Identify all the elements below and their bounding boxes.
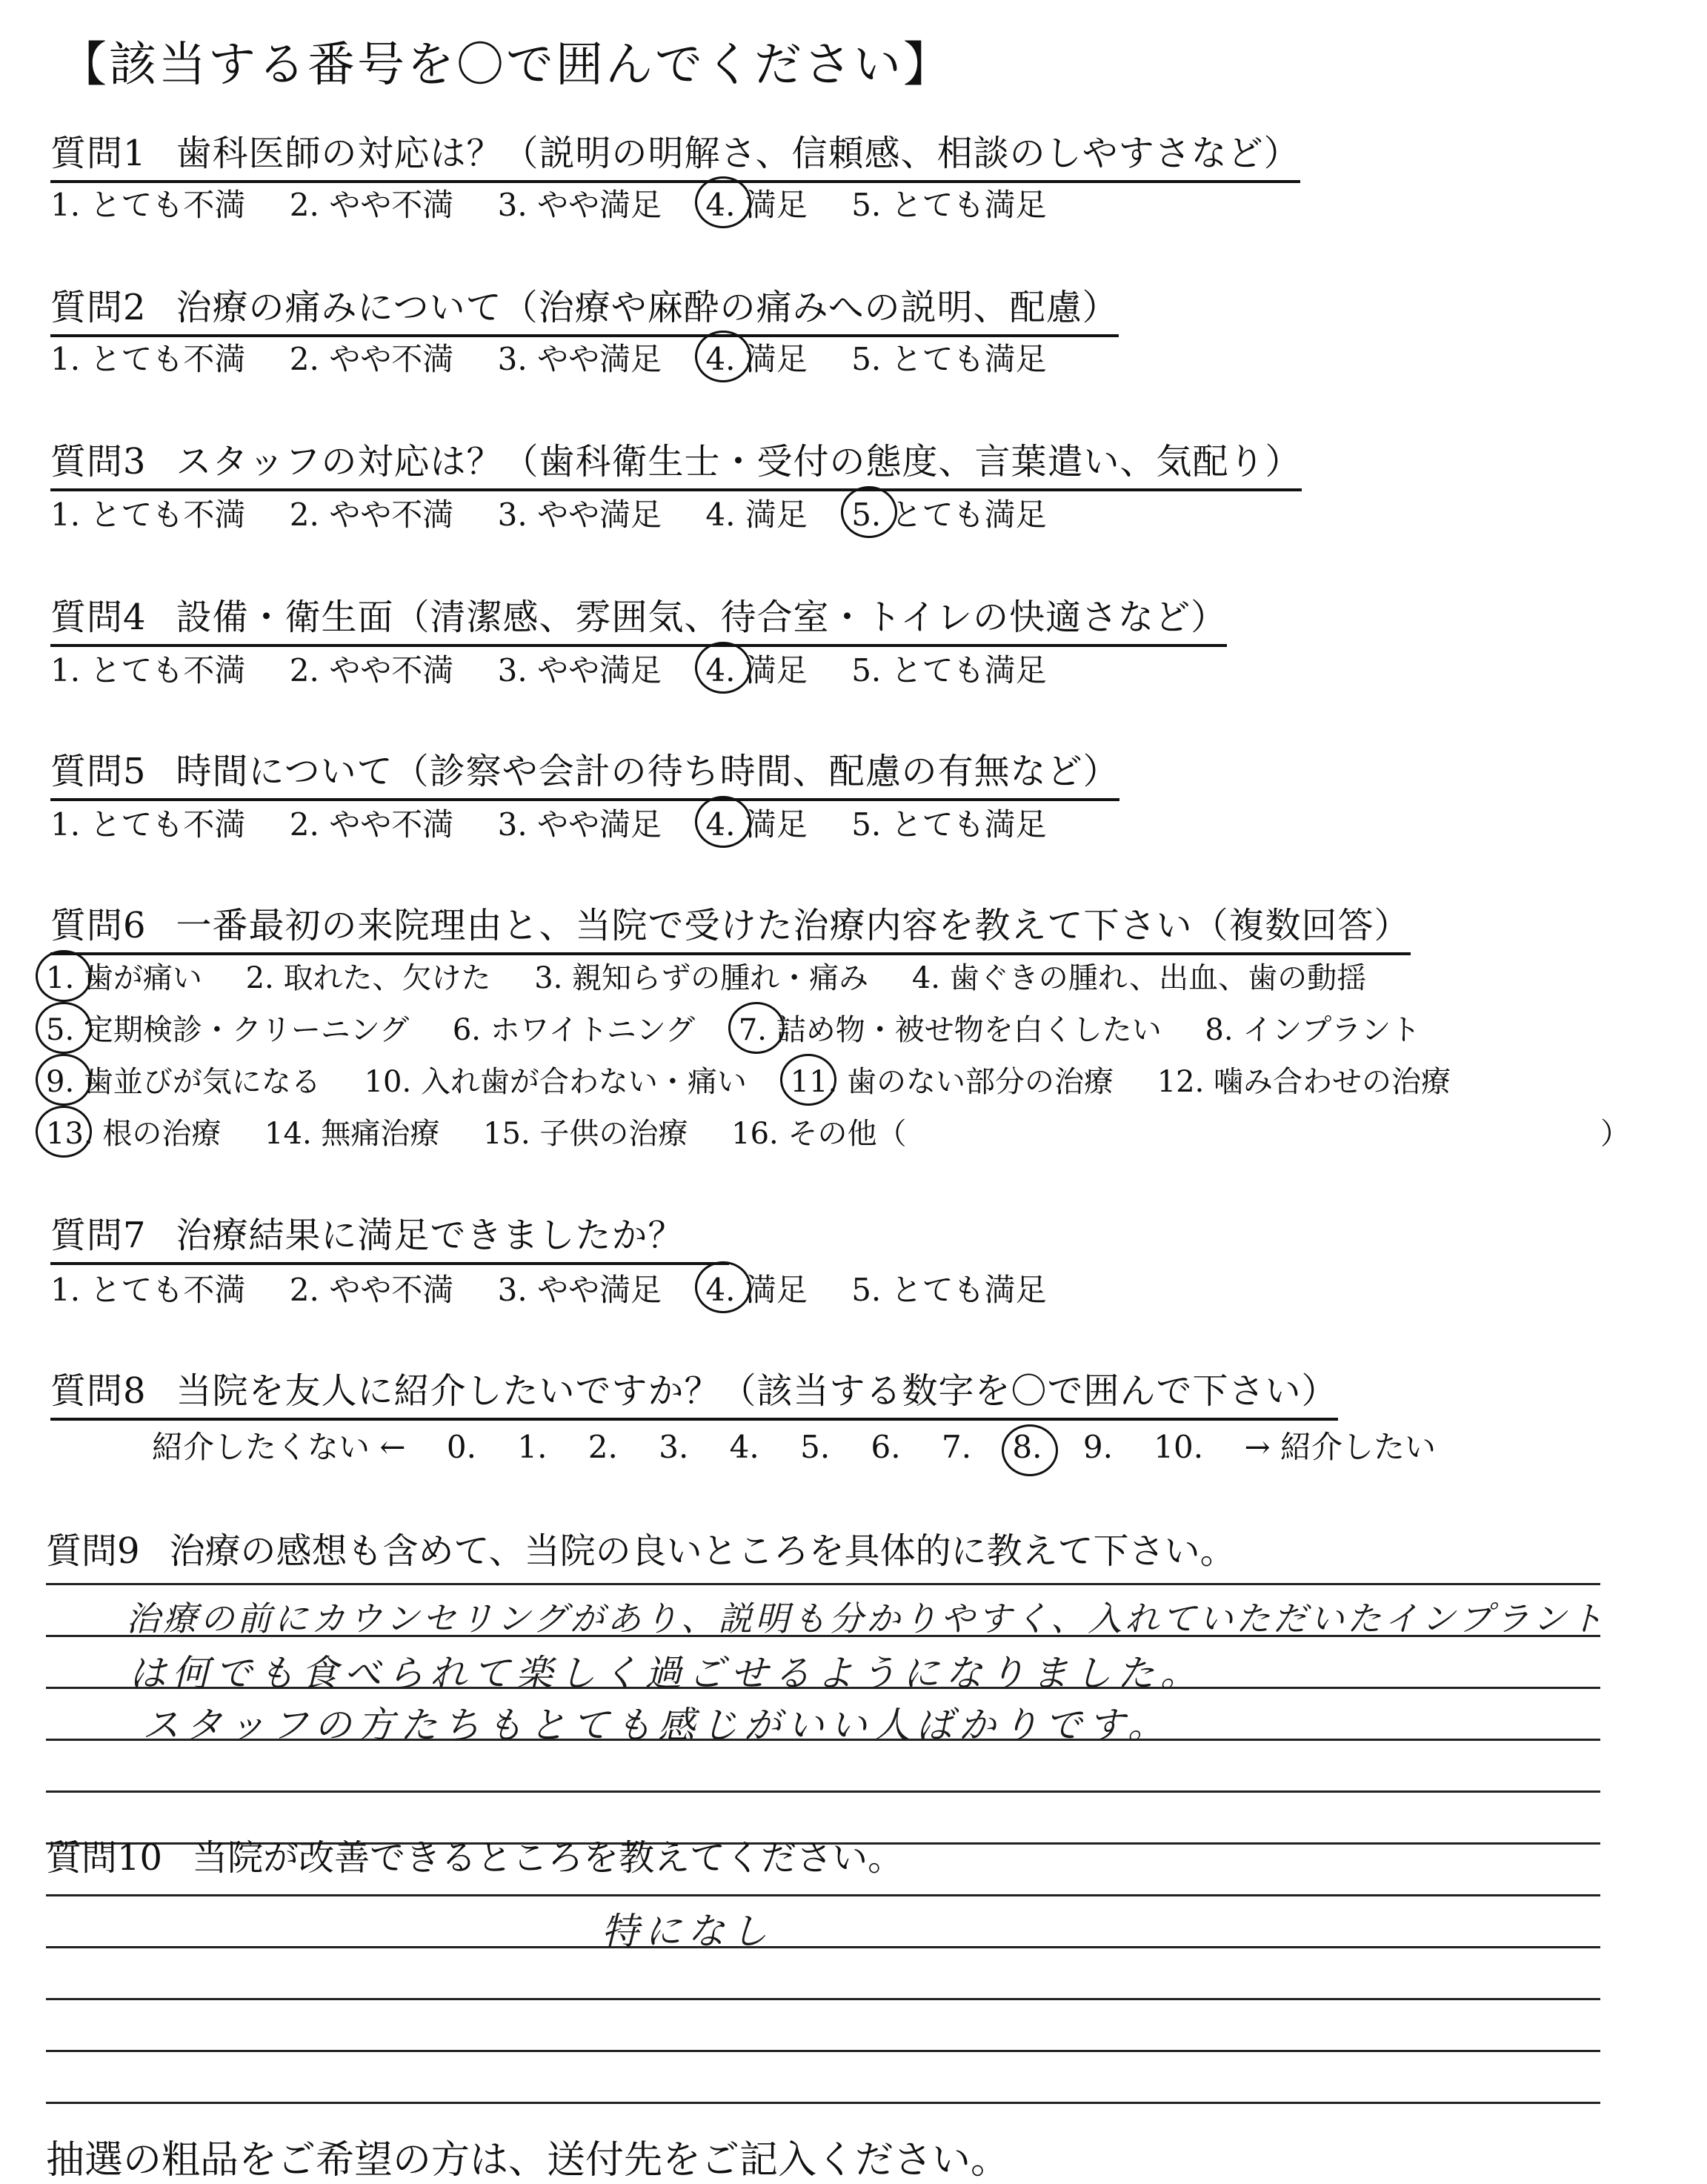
question-8-scale <box>152 1423 1467 1467</box>
question-text: 治療結果に満足できましたか？ <box>176 1215 685 1256</box>
question-9-heading <box>46 1522 1236 1573</box>
question-text: 当院が改善できるところを教えてください。 <box>192 1837 904 1879</box>
handwritten-answer-line-1: 特になし <box>602 1910 773 1953</box>
option-1-selected[interactable]: 1. 歯が痛い <box>46 955 202 997</box>
question-5-options <box>50 800 1081 845</box>
question-number: 質問9 <box>46 1530 140 1572</box>
option-4-selected[interactable]: 4. 満足 <box>705 646 807 691</box>
question-3-heading <box>50 433 1302 491</box>
question-number: 質問5 <box>50 751 147 792</box>
option-5[interactable]: 5. とても満足 <box>851 652 1047 688</box>
question-2-options <box>50 335 1081 379</box>
option-1[interactable]: 1. とても不満 <box>50 806 246 843</box>
question-text: スタッフの対応は？（歯科衛生士・受付の態度、言葉遣い、気配り） <box>176 441 1302 482</box>
question-text: 設備・衛生面（清潔感、雰囲気、待合室・トイレの快適さなど） <box>176 597 1228 638</box>
option-5-selected[interactable]: 5. とても満足 <box>851 491 1046 535</box>
question-1-options <box>50 181 1081 225</box>
option-2[interactable]: 2. やや不満 <box>289 806 454 843</box>
option-2[interactable]: 2. 取れた、欠けた <box>245 961 491 995</box>
other-close-paren: ） <box>1600 1117 1630 1151</box>
option-5[interactable]: 5. とても満足 <box>851 341 1047 377</box>
question-3-options <box>50 491 1081 535</box>
option-5[interactable]: 5. とても満足 <box>851 1272 1047 1308</box>
answer-rule <box>46 2050 1600 2052</box>
option-7-selected[interactable]: 7. 詰め物・被せ物を白くしたい <box>739 1006 1162 1049</box>
option-2[interactable]: 2. やや不満 <box>289 652 454 688</box>
option-1[interactable]: 1. とても不満 <box>50 341 246 377</box>
option-3[interactable]: 3. 親知らずの腫れ・痛み <box>534 961 869 995</box>
option-8[interactable]: 8. インプラント <box>1205 1013 1421 1047</box>
question-6-row-4 <box>46 1110 940 1152</box>
handwritten-answer-line-2: は何でも食べられて楽しく過ごせるようになりました。 <box>129 1652 1203 1695</box>
option-16-other[interactable]: 16. その他（ <box>731 1117 907 1151</box>
question-6-heading <box>50 897 1411 955</box>
question-text: 歯科医師の対応は？（説明の明解さ、信頼感、相談のしやすさなど） <box>176 133 1300 174</box>
option-3[interactable]: 3. やや満足 <box>497 1272 662 1308</box>
answer-rule <box>46 1583 1600 1585</box>
scale-3[interactable]: 3. <box>659 1429 689 1465</box>
question-7-options <box>50 1266 1081 1310</box>
option-3[interactable]: 3. やや満足 <box>497 652 662 688</box>
question-text: 時間について（診察や会計の待ち時間、配慮の有無など） <box>176 751 1119 792</box>
handwritten-answer-line-1: 治療の前にカウンセリングがあり、説明も分かりやすく、入れていただいたインプラント <box>126 1599 1607 1639</box>
option-3[interactable]: 3. やや満足 <box>497 341 662 377</box>
page-title: 【該当する番号を〇で囲んでください】 <box>59 38 953 93</box>
option-1[interactable]: 1. とても不満 <box>50 1272 246 1308</box>
option-4[interactable]: 4. 満足 <box>705 497 808 533</box>
question-4-options <box>50 646 1081 691</box>
answer-rule <box>46 1946 1600 1948</box>
option-3[interactable]: 3. やや満足 <box>497 187 662 223</box>
scale-7[interactable]: 7. <box>941 1429 972 1465</box>
question-10-heading <box>46 1829 903 1880</box>
option-14[interactable]: 14. 無痛治療 <box>264 1117 440 1151</box>
question-7-heading <box>50 1206 729 1265</box>
option-3[interactable]: 3. やや満足 <box>497 806 662 843</box>
scale-5[interactable]: 5. <box>800 1429 831 1465</box>
answer-rule <box>46 1998 1600 2000</box>
question-number: 質問4 <box>50 597 147 638</box>
option-4-selected[interactable]: 4. 満足 <box>705 1266 807 1310</box>
question-6-row-3 <box>46 1058 1485 1101</box>
question-text: 治療の感想も含めて、当院の良いところを具体的に教えて下さい。 <box>169 1530 1236 1572</box>
option-5[interactable]: 5. とても満足 <box>851 806 1047 843</box>
option-2[interactable]: 2. やや不満 <box>289 1272 454 1308</box>
scale-8-selected[interactable]: 8. <box>1012 1429 1042 1465</box>
question-6-row-1 <box>46 955 1400 997</box>
option-3[interactable]: 3. やや満足 <box>497 497 662 533</box>
question-number: 質問7 <box>50 1215 147 1256</box>
option-4-selected[interactable]: 4. 満足 <box>705 335 807 379</box>
option-2[interactable]: 2. やや不満 <box>289 497 454 533</box>
question-6-row-2 <box>46 1006 1454 1049</box>
option-12[interactable]: 12. 噛み合わせの治療 <box>1157 1065 1451 1099</box>
answer-rule <box>46 1790 1600 1793</box>
question-8-heading <box>50 1362 1338 1421</box>
question-number: 質問2 <box>50 287 147 328</box>
option-1[interactable]: 1. とても不満 <box>50 497 246 533</box>
scale-left-label: 紹介したくない ← <box>152 1429 406 1465</box>
option-5-selected[interactable]: 5. 定期検診・クリーニング <box>46 1006 409 1049</box>
answer-rule <box>46 1894 1600 1896</box>
question-number: 質問8 <box>50 1370 147 1412</box>
scale-9[interactable]: 9. <box>1082 1429 1113 1465</box>
option-2[interactable]: 2. やや不満 <box>289 187 454 223</box>
scale-1[interactable]: 1. <box>517 1429 548 1465</box>
question-number: 質問3 <box>50 441 147 482</box>
option-11-selected[interactable]: 11. 歯のない部分の治療 <box>791 1058 1114 1101</box>
answer-rule <box>46 2102 1600 2104</box>
option-1[interactable]: 1. とても不満 <box>50 187 246 223</box>
question-number: 質問10 <box>46 1837 163 1879</box>
option-1[interactable]: 1. とても不満 <box>50 652 246 688</box>
option-6[interactable]: 6. ホワイトニング <box>452 1013 696 1047</box>
footer-note: 抽選の粗品をご希望の方は、送付先をご記入ください。 <box>46 2138 1010 2183</box>
option-2[interactable]: 2. やや不満 <box>289 341 454 377</box>
question-number: 質問1 <box>50 133 147 174</box>
scale-2[interactable]: 2. <box>588 1429 618 1465</box>
question-5-heading <box>50 743 1119 801</box>
option-9-selected[interactable]: 9. 歯並びが気になる <box>46 1058 321 1101</box>
scale-0[interactable]: 0. <box>446 1429 476 1465</box>
question-4-heading <box>50 588 1227 647</box>
question-text: 一番最初の来院理由と、当院で受けた治療内容を教えて下さい（複数回答） <box>176 905 1411 946</box>
question-1-heading <box>50 125 1300 183</box>
question-2-heading <box>50 279 1119 337</box>
scale-6[interactable]: 6. <box>871 1429 901 1465</box>
option-4-selected[interactable]: 4. 満足 <box>705 800 807 845</box>
scale-4[interactable]: 4. <box>729 1429 759 1465</box>
scale-right-label: → 紹介したい <box>1244 1429 1436 1465</box>
option-13-selected[interactable]: 13. 根の治療 <box>46 1110 221 1152</box>
scale-10[interactable]: 10. <box>1154 1429 1204 1465</box>
question-text: 当院を友人に紹介したいですか？（該当する数字を〇で囲んで下さい） <box>176 1370 1338 1412</box>
option-15[interactable]: 15. 子供の治療 <box>483 1117 688 1151</box>
handwritten-answer-line-3: スタッフの方たちもとても感じがいい人ばかりです。 <box>142 1704 1171 1747</box>
question-text: 治療の痛みについて（治療や麻酔の痛みへの説明、配慮） <box>176 287 1119 328</box>
option-4-selected[interactable]: 4. 満足 <box>705 181 807 225</box>
option-4[interactable]: 4. 歯ぐきの腫れ、出血、歯の動揺 <box>911 961 1367 995</box>
option-10[interactable]: 10. 入れ歯が合わない・痛い <box>364 1065 747 1099</box>
option-5[interactable]: 5. とても満足 <box>851 187 1047 223</box>
question-number: 質問6 <box>50 905 147 946</box>
